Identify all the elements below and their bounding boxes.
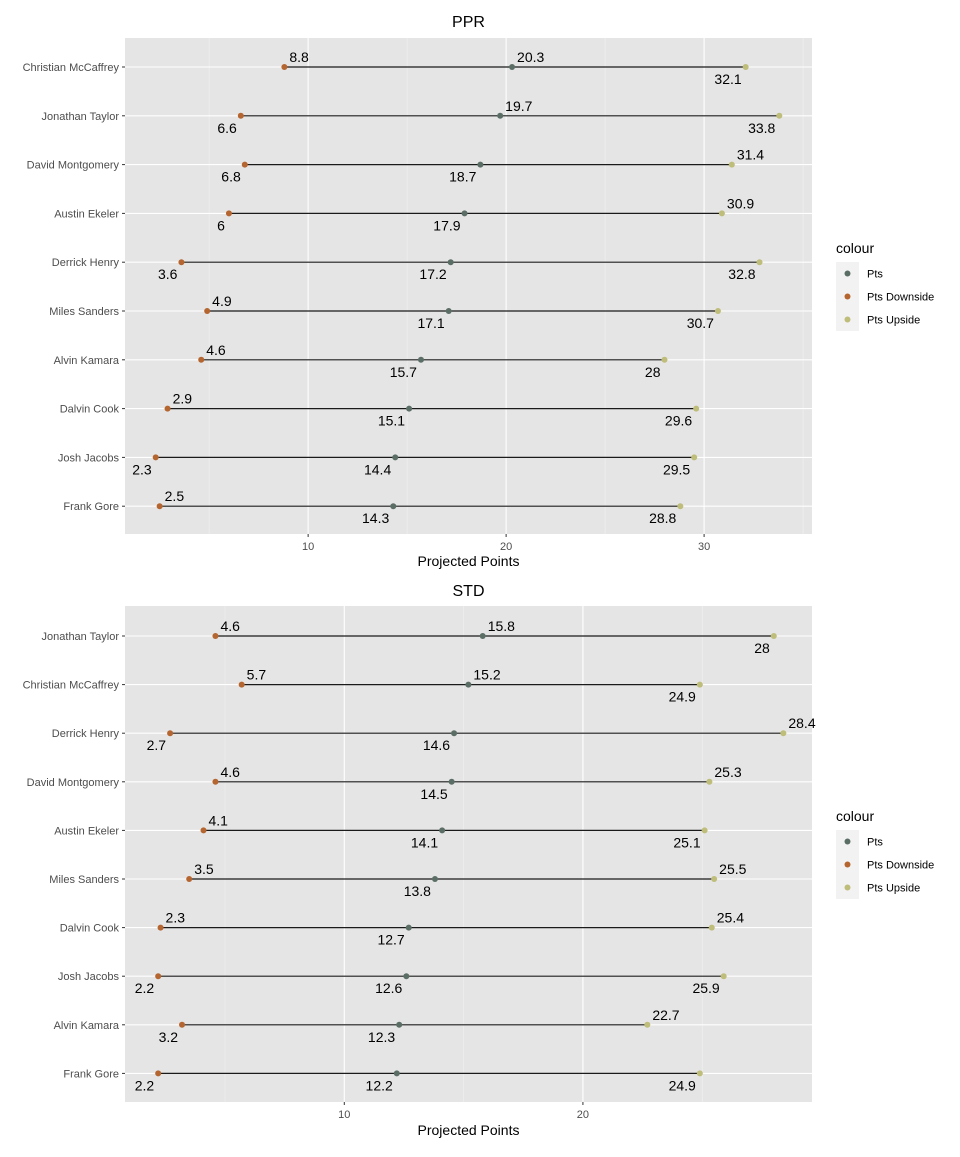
data-label-pts-downside: 6	[217, 217, 225, 234]
data-label-pts-upside: 29.6	[664, 412, 693, 429]
data-label-pts-downside: 8.8	[289, 49, 309, 65]
legend-label: Pts Upside	[867, 882, 921, 895]
y-tick-label: Frank Gore	[63, 1068, 119, 1081]
data-label-pts-upside: 28	[754, 640, 770, 656]
data-label-pts-upside: 25.3	[714, 763, 742, 780]
data-label-pts-upside: 28.4	[788, 715, 816, 732]
data-label-pts: 17.2	[419, 266, 447, 283]
x-tick-label: 30	[697, 541, 711, 553]
data-label-pts: 12.2	[365, 1077, 393, 1094]
point-pts-upside	[706, 779, 712, 785]
point-pts-upside	[721, 973, 727, 979]
point-pts-downside	[186, 876, 192, 882]
point-pts	[451, 730, 457, 736]
data-label-pts: 17.9	[433, 217, 461, 234]
data-label-pts-upside: 31.4	[736, 146, 765, 163]
data-label-pts: 14.3	[362, 510, 390, 527]
point-pts	[449, 779, 455, 785]
y-tick-label: Miles Sanders	[49, 874, 119, 886]
y-tick-label: Christian McCaffrey	[22, 62, 119, 74]
y-tick-label: Derrick Henry	[51, 728, 119, 741]
data-label-pts-upside: 24.9	[668, 1077, 696, 1094]
y-tick-label: Derrick Henry	[51, 257, 119, 270]
data-label-pts: 18.7	[449, 168, 477, 185]
x-tick-label: 20	[576, 1109, 590, 1121]
point-pts-upside	[771, 633, 777, 639]
data-label-pts-downside: 6.6	[217, 119, 237, 136]
x-tick-label: 10	[302, 541, 315, 553]
data-label-pts-downside: 2.5	[164, 488, 185, 505]
point-pts-downside	[155, 1070, 161, 1076]
y-tick-label: David Montgomery	[26, 776, 119, 789]
data-label-pts: 14.5	[420, 785, 448, 802]
data-label-pts-downside: 3.2	[158, 1028, 179, 1045]
legend-dot-pts	[845, 271, 851, 277]
y-tick-label: Frank Gore	[63, 501, 119, 514]
data-label-pts: 14.1	[410, 834, 439, 851]
data-label-pts-upside: 25.4	[716, 909, 745, 926]
data-label-pts-upside: 29.5	[662, 461, 691, 478]
point-pts	[406, 406, 412, 412]
data-label-pts: 20.3	[517, 49, 545, 65]
point-pts	[439, 827, 445, 833]
point-pts	[497, 113, 503, 119]
data-label-pts-upside: 30.9	[726, 195, 755, 212]
data-label-pts-upside: 32.8	[728, 266, 756, 283]
y-tick-label: Dalvin Cook	[59, 922, 119, 935]
point-pts	[406, 925, 412, 931]
legend-label: Pts Upside	[867, 314, 921, 327]
point-pts-downside	[167, 730, 173, 736]
data-label-pts-downside: 3.5	[194, 861, 214, 877]
data-label-pts: 15.7	[389, 363, 417, 380]
x-axis-title: Projected Points	[417, 1122, 520, 1138]
data-label-pts-downside: 4.6	[220, 618, 240, 634]
y-tick-label: Austin Ekeler	[54, 208, 119, 221]
point-pts-downside	[198, 357, 204, 363]
y-tick-label: Miles Sanders	[49, 306, 119, 318]
data-label-pts: 19.7	[505, 97, 533, 114]
point-pts-upside	[780, 730, 786, 736]
y-tick-label: Austin Ekeler	[54, 825, 119, 838]
point-pts-upside	[711, 876, 717, 882]
point-pts	[465, 682, 471, 688]
legend-label: Pts Downside	[867, 859, 935, 872]
data-label-pts-upside: 30.7	[686, 315, 714, 331]
data-label-pts-downside: 5.7	[246, 666, 267, 683]
y-tick-label: Dalvin Cook	[59, 403, 119, 416]
point-pts-downside	[178, 259, 184, 265]
data-label-pts: 15.8	[487, 618, 515, 634]
chart-panel-ppr	[23, 14, 935, 569]
point-pts-downside	[179, 1022, 185, 1028]
data-label-pts-downside: 4.6	[220, 763, 240, 780]
legend-dot-pts-upside	[845, 317, 851, 323]
data-label-pts: 12.3	[367, 1028, 396, 1045]
point-pts-upside	[776, 113, 782, 119]
point-pts	[462, 210, 468, 216]
data-label-pts-upside: 25.5	[719, 861, 747, 877]
x-axis-title: Projected Points	[417, 553, 520, 569]
y-tick-label: Josh Jacobs	[57, 971, 119, 984]
point-pts-downside	[165, 406, 171, 412]
data-label-pts-upside: 32.1	[714, 71, 742, 87]
point-pts-upside	[697, 682, 703, 688]
data-label-pts-downside: 6.8	[221, 168, 241, 185]
y-tick-label: Alvin Kamara	[53, 354, 119, 367]
point-pts	[390, 503, 396, 509]
point-pts	[432, 876, 438, 882]
point-pts	[480, 633, 486, 639]
x-tick-label: 10	[338, 1109, 351, 1121]
point-pts-downside	[158, 925, 164, 931]
point-pts-downside	[212, 779, 218, 785]
point-pts	[446, 308, 452, 314]
data-label-pts-downside: 4.1	[208, 812, 228, 829]
point-pts	[394, 1070, 400, 1076]
data-label-pts-upside: 28.8	[649, 510, 677, 527]
legend-dot-pts-downside	[845, 294, 851, 300]
data-label-pts-downside: 4.9	[212, 293, 232, 309]
point-pts-upside	[677, 503, 683, 509]
data-label-pts: 12.6	[375, 980, 403, 997]
data-label-pts: 12.7	[377, 931, 405, 948]
data-label-pts-downside: 2.2	[134, 980, 155, 997]
data-label-pts: 15.1	[377, 412, 406, 429]
point-pts-upside	[715, 308, 721, 314]
point-pts	[448, 259, 454, 265]
data-label-pts-downside: 2.7	[146, 737, 167, 754]
data-label-pts-upside: 25.9	[692, 980, 720, 997]
point-pts-upside	[697, 1070, 703, 1076]
point-pts	[418, 357, 424, 363]
point-pts-upside	[702, 827, 708, 833]
data-label-pts-downside: 2.9	[172, 390, 193, 407]
y-tick-label: Alvin Kamara	[53, 1019, 119, 1032]
point-pts	[509, 64, 515, 70]
point-pts-downside	[239, 682, 245, 688]
legend-label: Pts Downside	[867, 291, 935, 304]
data-label-pts: 14.6	[422, 737, 451, 754]
point-pts-downside	[153, 454, 159, 460]
legend-label: Pts	[867, 836, 883, 849]
point-pts-downside	[242, 162, 248, 168]
point-pts-upside	[757, 259, 763, 265]
data-label-pts: 17.1	[417, 315, 445, 331]
point-pts-upside	[709, 925, 715, 931]
data-label-pts-downside: 2.2	[134, 1077, 155, 1094]
y-tick-label: Christian McCaffrey	[22, 679, 119, 692]
legend-title: colour	[836, 808, 875, 824]
point-pts-upside	[691, 454, 697, 460]
y-tick-label: Josh Jacobs	[57, 452, 119, 465]
data-label-pts-upside: 28	[644, 363, 661, 380]
point-pts-upside	[719, 210, 725, 216]
data-label-pts: 14.4	[363, 461, 392, 478]
legend-dot-pts-upside	[845, 885, 851, 891]
data-label-pts-upside: 22.7	[652, 1006, 680, 1023]
point-pts-upside	[662, 357, 668, 363]
point-pts-downside	[212, 633, 218, 639]
point-pts-downside	[157, 503, 163, 509]
point-pts-upside	[693, 406, 699, 412]
chart-panel-std	[23, 583, 935, 1138]
legend-dot-pts-downside	[845, 862, 851, 868]
chart-title: STD	[452, 583, 485, 600]
point-pts-upside	[644, 1022, 650, 1028]
point-pts-upside	[743, 64, 749, 70]
point-pts-upside	[729, 162, 735, 168]
point-pts-downside	[238, 113, 244, 119]
data-label-pts-downside: 3.6	[157, 266, 178, 283]
y-tick-label: Jonathan Taylor	[41, 110, 119, 123]
data-label-pts-downside: 2.3	[132, 461, 152, 478]
point-pts	[392, 454, 398, 460]
point-pts-downside	[281, 64, 287, 70]
legend-label: Pts	[867, 268, 883, 281]
data-label-pts-upside: 25.1	[673, 834, 701, 851]
point-pts	[403, 973, 409, 979]
y-tick-label: David Montgomery	[26, 159, 119, 172]
x-tick-label: 20	[499, 541, 513, 553]
point-pts-downside	[204, 308, 210, 314]
legend-dot-pts	[845, 839, 851, 845]
data-label-pts: 15.2	[473, 666, 501, 683]
data-label-pts-upside: 24.9	[668, 688, 696, 705]
point-pts-downside	[155, 973, 161, 979]
chart-title: PPR	[452, 14, 485, 31]
data-label-pts-upside: 33.8	[748, 119, 776, 136]
plot-panel	[125, 606, 812, 1102]
y-tick-label: Jonathan Taylor	[41, 631, 119, 643]
point-pts-downside	[226, 210, 232, 216]
data-label-pts-downside: 4.6	[206, 341, 226, 358]
legend-title: colour	[836, 240, 875, 256]
data-label-pts-downside: 2.3	[165, 909, 186, 926]
point-pts	[477, 162, 483, 168]
data-label-pts: 13.8	[403, 883, 431, 899]
point-pts-downside	[201, 827, 207, 833]
plot-panel	[125, 38, 812, 534]
point-pts	[396, 1022, 402, 1028]
